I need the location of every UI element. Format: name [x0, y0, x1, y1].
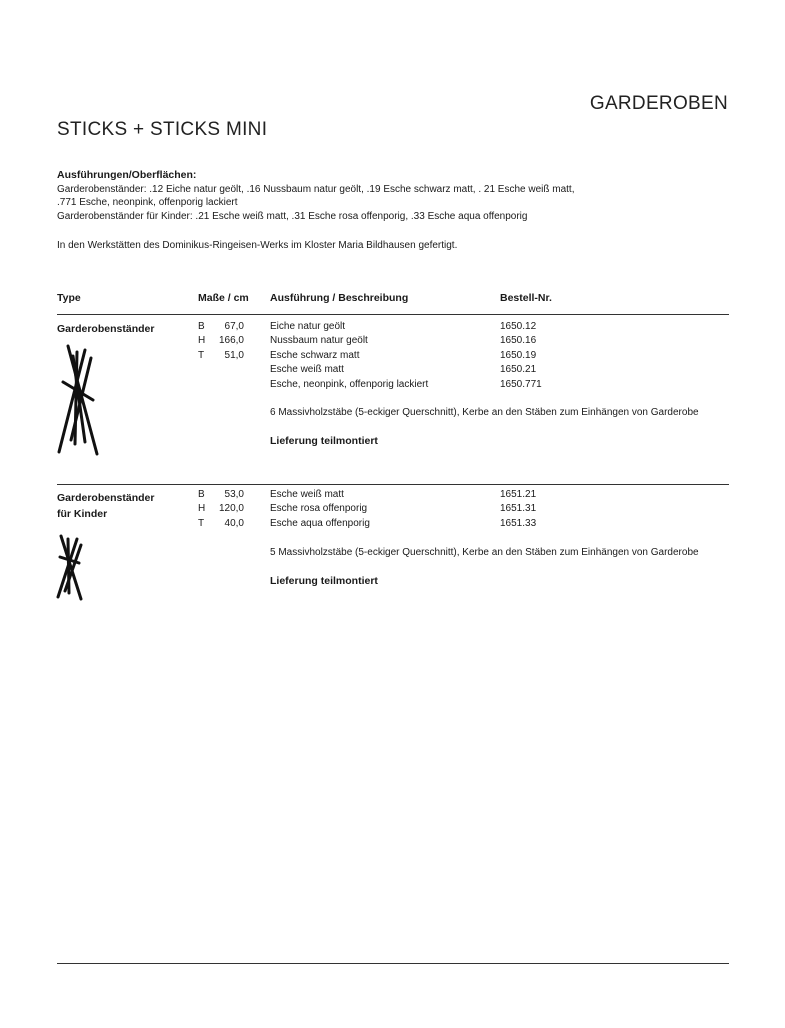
finish-description: Esche weiß matt	[270, 364, 344, 376]
dimension-height: H 166,0	[198, 335, 244, 347]
delivery-note: Lieferung teilmontiert	[270, 435, 378, 447]
product-title: STICKS + STICKS MINI	[57, 119, 268, 140]
product-description: 6 Massivholzstäbe (5-eckiger Querschnitt), Kerbe an den Stäben zum Einhängen von Garderobe	[270, 407, 699, 418]
divider	[57, 314, 729, 315]
order-number: 1651.33	[500, 517, 537, 529]
finish-description: Eiche natur geölt	[270, 321, 346, 332]
order-number: 1650.771	[500, 378, 542, 390]
intro-line: Garderobenständer für Kinder: .21 Esche weiß matt, .31 Esche rosa offenporig, .33 Esche aqua offenporig	[57, 210, 528, 222]
dimension-depth: T 51,0	[198, 349, 244, 361]
column-header-order-number: Bestell-Nr.	[500, 292, 552, 304]
product-type-line: für Kinder	[57, 507, 108, 520]
order-number: 1651.31	[500, 503, 537, 515]
product-type	[57, 491, 154, 522]
intro-block	[57, 169, 737, 223]
intro-heading: Ausführungen/Oberflächen:	[57, 169, 197, 181]
finish-description: Esche, neonpink, offenporig lackiert	[270, 378, 429, 390]
dimension-width: B 53,0	[198, 489, 244, 500]
finish-list	[270, 320, 428, 392]
coat-stand-illustration	[55, 342, 105, 458]
finish-description: Esche weiß matt	[270, 489, 344, 500]
finish-list	[270, 488, 370, 531]
intro-line: Garderobenständer: .12 Eiche natur geölt, .16 Nussbaum natur geölt, .19 Esche schwarz matt, . 21 Esche weiß matt,	[57, 183, 575, 195]
manufacturing-note: In den Werkstätten des Dominikus-Ringeisen-Werks im Kloster Maria Bildhausen gefertigt.	[57, 240, 458, 251]
order-number: 1651.21	[500, 489, 537, 500]
dimensions	[198, 488, 244, 531]
product-type-line: Garderobenständer	[57, 492, 155, 504]
section-title: GARDEROBEN	[589, 93, 728, 114]
finish-description: Esche rosa offenporig	[270, 503, 368, 515]
product-type: Garderobenständer	[57, 323, 155, 335]
intro-line: .771 Esche, neonpink, offenporig lackiert	[57, 197, 238, 209]
dimension-height: H 120,0	[198, 503, 244, 515]
column-header-type: Type	[57, 292, 81, 304]
product-description: 5 Massivholzstäbe (5-eckiger Querschnitt), Kerbe an den Stäben zum Einhängen von Garderobe	[270, 547, 699, 558]
column-header-dims: Maße / cm	[198, 292, 249, 304]
order-number: 1650.16	[500, 335, 537, 347]
column-header-description: Ausführung / Beschreibung	[270, 292, 409, 304]
dimension-width: B 67,0	[198, 321, 244, 332]
dimensions	[198, 320, 244, 363]
finish-description: Esche schwarz matt	[270, 349, 360, 361]
order-number: 1650.19	[500, 349, 537, 361]
divider	[57, 484, 729, 485]
delivery-note: Lieferung teilmontiert	[270, 575, 378, 587]
finish-description: Esche aqua offenporig	[270, 517, 370, 529]
dimension-depth: T 40,0	[198, 517, 244, 529]
footer-divider	[57, 963, 729, 964]
order-number: 1650.21	[500, 364, 537, 376]
order-number: 1650.12	[500, 321, 537, 332]
kids-coat-stand-illustration	[55, 533, 87, 603]
order-number-list	[500, 488, 536, 531]
finish-description: Nussbaum natur geölt	[270, 335, 368, 347]
order-number-list	[500, 320, 542, 392]
